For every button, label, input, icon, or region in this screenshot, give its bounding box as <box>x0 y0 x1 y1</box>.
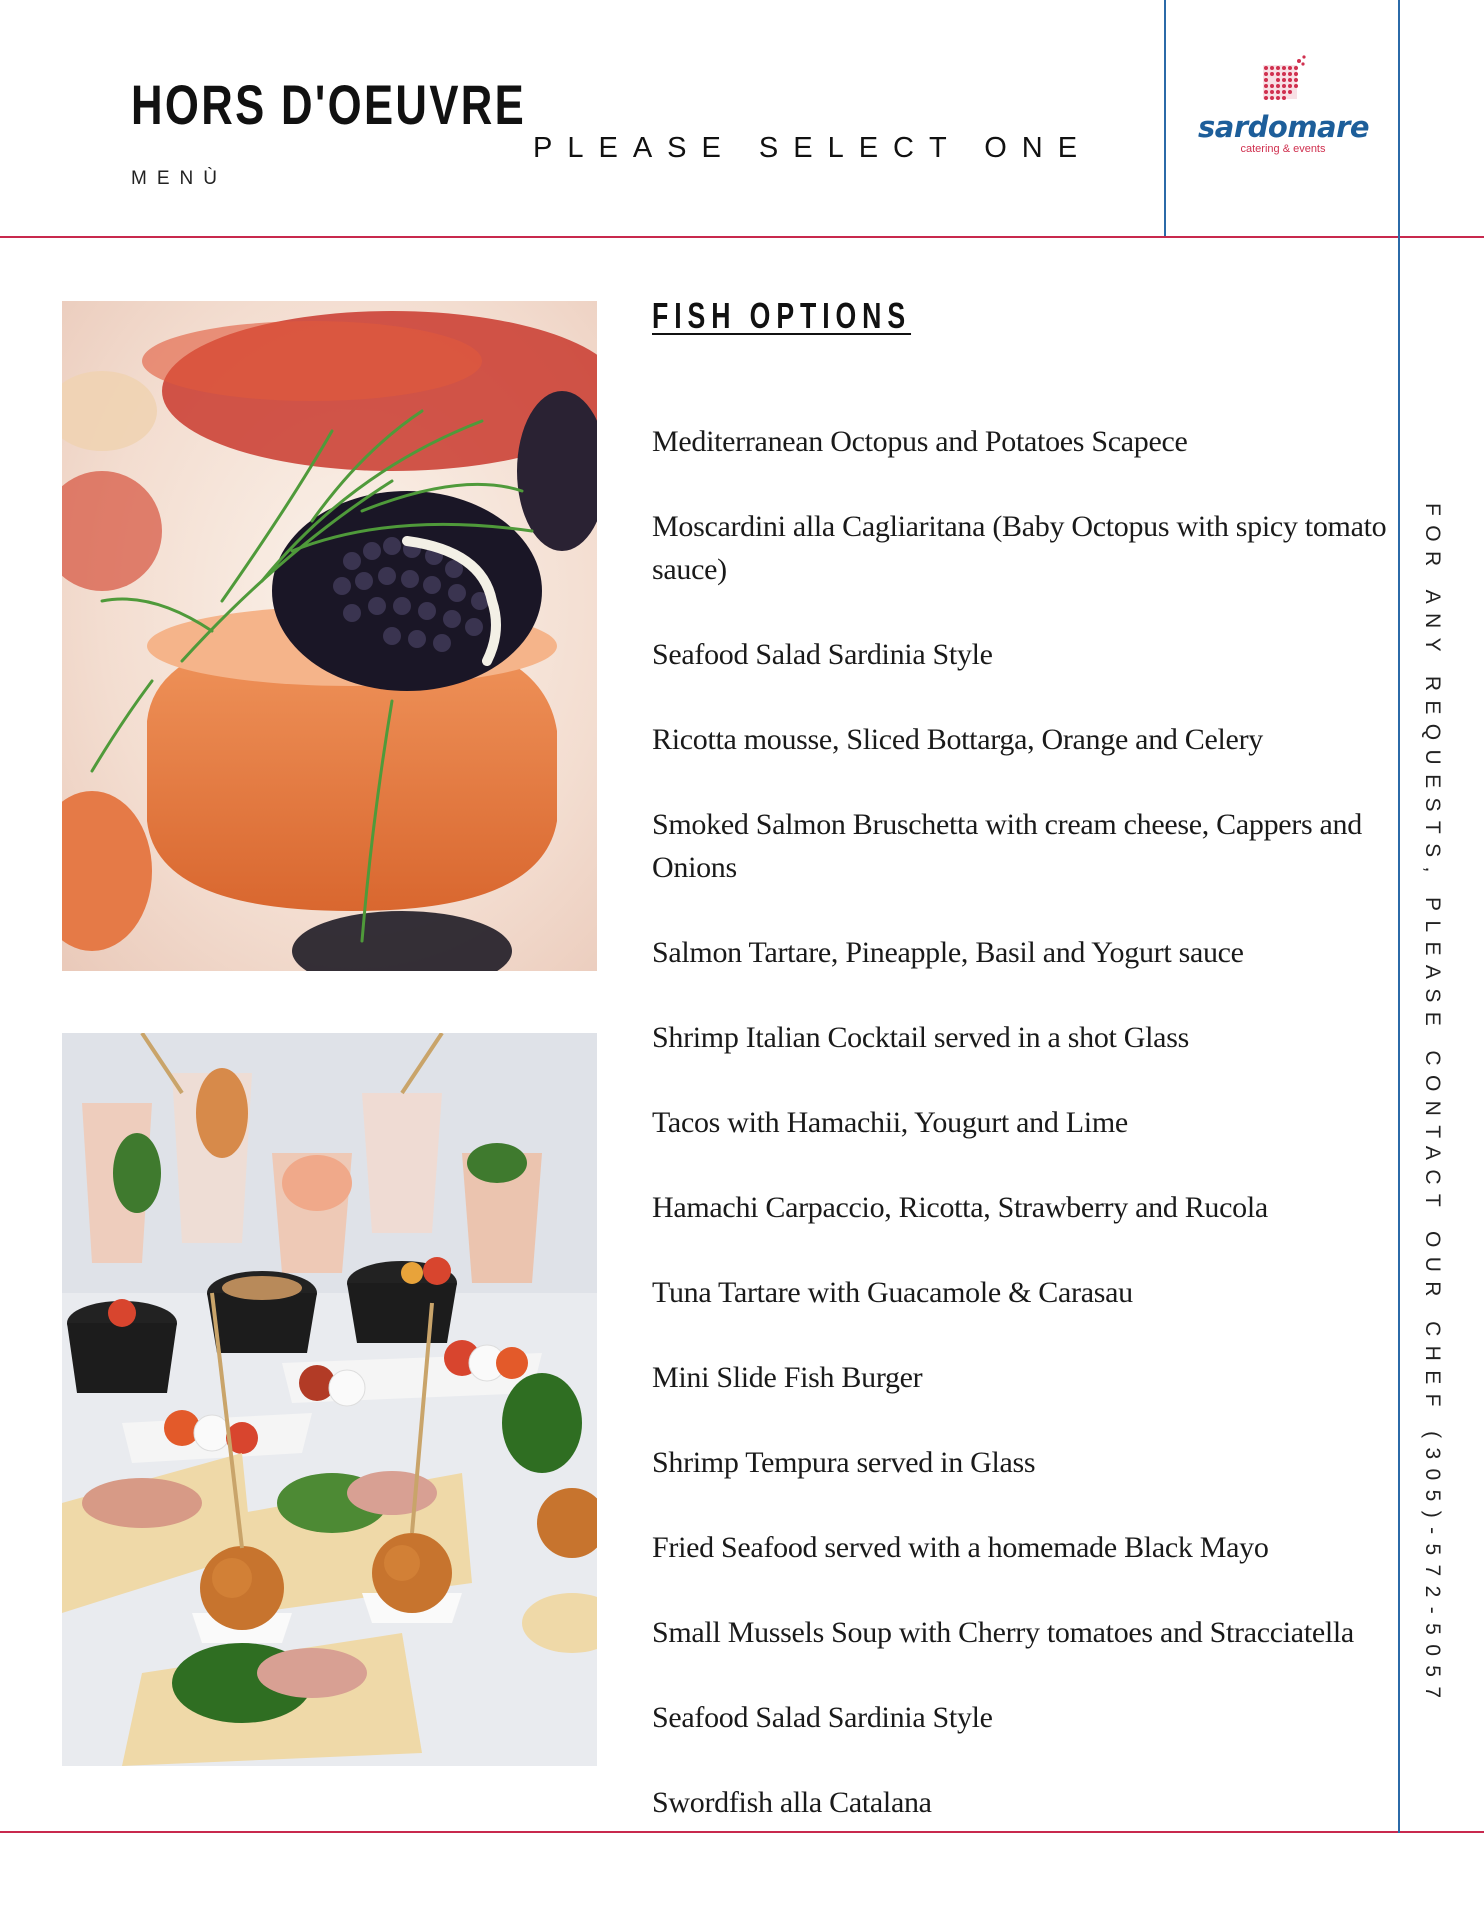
catering-spread-photo <box>62 1033 597 1766</box>
menu-item: Seafood Salad Sardinia Style <box>652 1701 993 1734</box>
menu-item: Hamachi Carpaccio, Ricotta, Strawberry and Rucola <box>652 1191 1268 1224</box>
menu-item: Small Mussels Soup with Cherry tomatoes and Stracciatella <box>652 1616 1354 1649</box>
menu-title: HORS D'OEUVRE <box>131 73 527 136</box>
menu-item: Ricotta mousse, Sliced Bottarga, Orange and Celery <box>652 723 1263 756</box>
salmon-caviar-photo <box>62 301 597 971</box>
menu-item: Shrimp Tempura served in Glass <box>652 1446 1036 1479</box>
menu-item: Smoked Salmon Bruschetta with cream cheese, Cappers and Onions <box>652 808 1362 884</box>
menu-item: Tuna Tartare with Guacamole & Carasau <box>652 1276 1133 1309</box>
menu-subtitle: MENÙ <box>131 168 227 189</box>
menu-item: Salmon Tartare, Pineapple, Basil and Yogurt sauce <box>652 936 1244 969</box>
menu-item: Seafood Salad Sardinia Style <box>652 638 993 671</box>
logo-wordmark: sardomare <box>1198 110 1370 144</box>
select-instruction: PLEASE SELECT ONE <box>533 132 1093 164</box>
header-divider <box>0 236 1484 238</box>
menu-item: Mediterranean Octopus and Potatoes Scapece <box>652 425 1188 458</box>
menu-item: Fried Seafood served with a homemade Black Mayo <box>652 1531 1269 1564</box>
menu-item: Mini Slide Fish Burger <box>652 1361 923 1394</box>
section-title: FISH OPTIONS <box>652 295 912 336</box>
menu-item: Moscardini alla Cagliaritana (Baby Octopus with spicy tomato sauce) <box>652 510 1387 586</box>
logo-box-left-border <box>1164 0 1166 236</box>
menu-item: Tacos with Hamachii, Yougurt and Lime <box>652 1106 1128 1139</box>
sardomare-logo-icon <box>1263 55 1307 101</box>
chef-contact-info: FOR ANY REQUESTS, PLEASE CONTACT OUR CHEF (305)-572-5057 <box>1421 503 1444 1708</box>
right-column-border <box>1398 0 1400 1833</box>
fish-options-list <box>652 420 1392 1866</box>
menu-item: Shrimp Italian Cocktail served in a shot Glass <box>652 1021 1189 1054</box>
menu-item: Swordfish alla Catalana <box>652 1786 932 1819</box>
logo-tagline: catering & events <box>1240 143 1326 155</box>
